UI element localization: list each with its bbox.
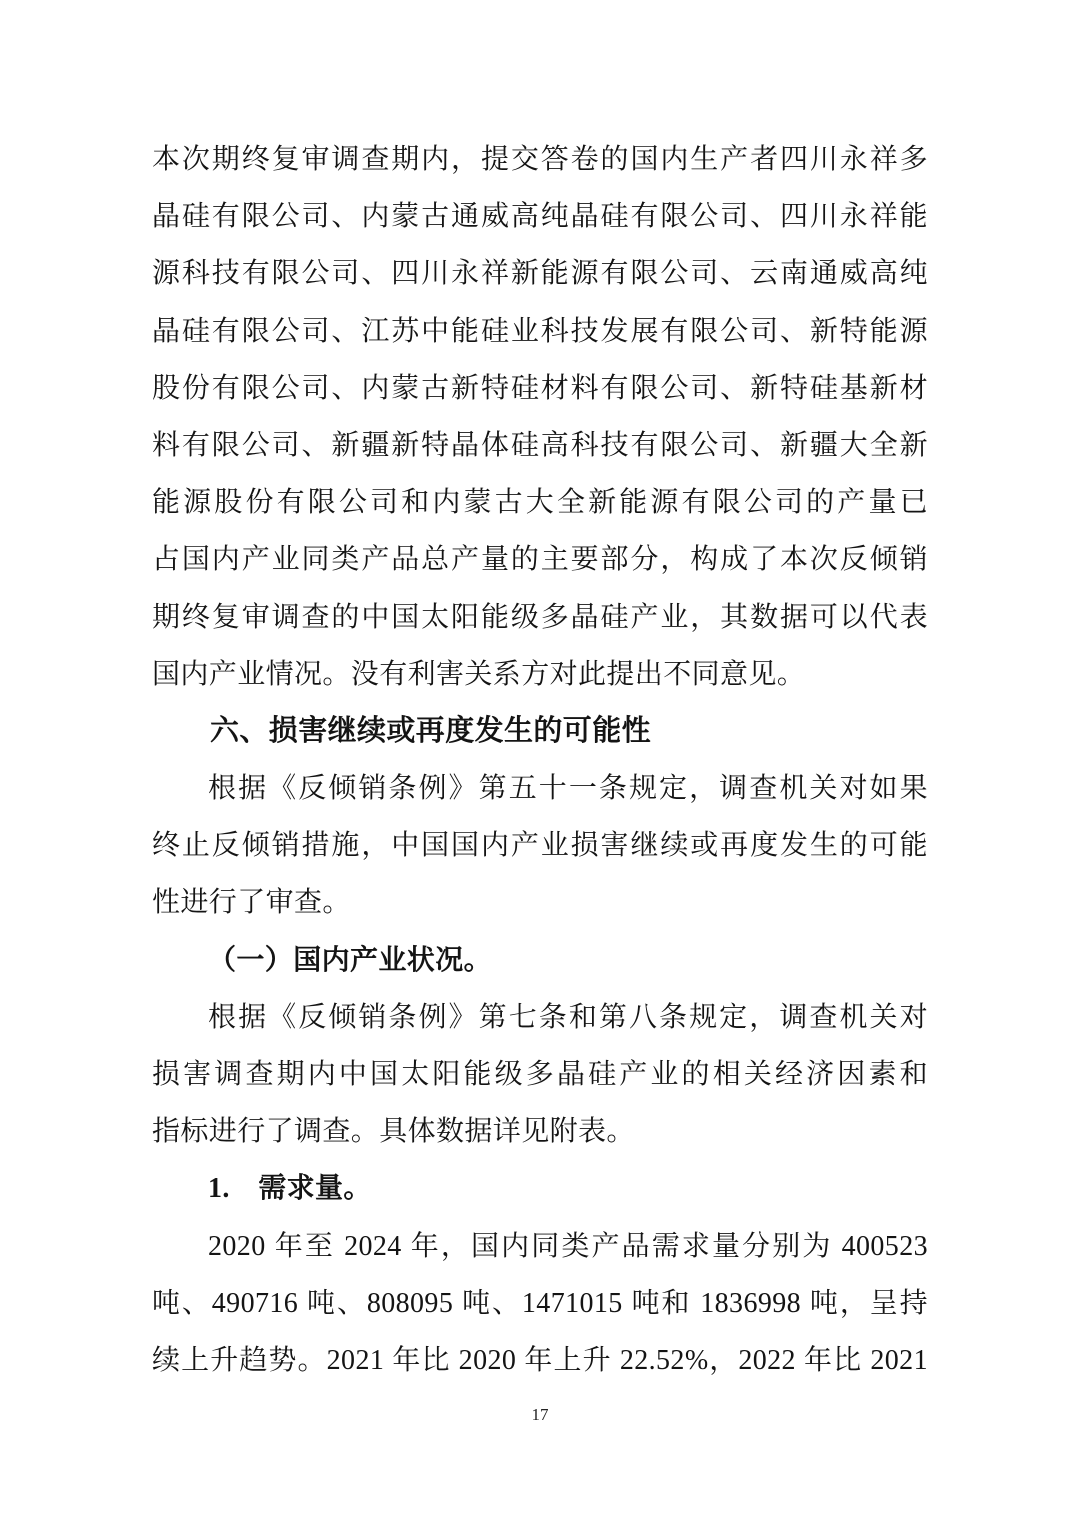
paragraph-line: 本次期终复审调查期内，提交答卷的国内生产者四川永祥多 [152, 144, 928, 175]
paragraph-line: 晶硅有限公司、内蒙古通威高纯晶硅有限公司、四川永祥能 [152, 201, 928, 233]
document-body [152, 131, 928, 1389]
paragraph-line: 源科技有限公司、四川永祥新能源有限公司、云南通威高纯 [152, 258, 928, 290]
paragraph-line: 占国内产业同类产品总产量的主要部分，构成了本次反倾销 [152, 544, 928, 576]
paragraph-line: 期终复审调查的中国太阳能级多晶硅产业，其数据可以代表 [152, 601, 928, 633]
paragraph-line: 根据《反倾销条例》第七条和第八条规定，调查机关对 [208, 1001, 928, 1033]
paragraph-line: 性进行了审查。 [152, 887, 351, 919]
section-heading: 六、损害继续或再度发生的可能性 [210, 714, 652, 747]
subsection-heading: （一）国内产业状况。 [208, 944, 493, 976]
paragraph-line: 料有限公司、新疆新特晶体硅高科技有限公司、新疆大全新 [152, 429, 928, 461]
paragraph-line: 国内产业情况。没有利害关系方对此提出不同意见。 [152, 658, 806, 690]
paragraph-line: 2020 年至 2024 年，国内同类产品需求量分别为 400523 [208, 1230, 928, 1262]
paragraph-line: 吨、490716 吨、808095 吨、1471015 吨和 1836998 吨，呈持 [152, 1287, 928, 1319]
paragraph-line: 指标进行了调查。具体数据详见附表。 [152, 1116, 635, 1148]
numbered-item-heading: 1. 需求量。 [208, 1173, 372, 1205]
paragraph-line: 能源股份有限公司和内蒙古大全新能源有限公司的产量已 [152, 487, 928, 519]
paragraph-line: 续上升趋势。2021 年比 2020 年上升 22.52%，2022 年比 2021 [152, 1344, 928, 1376]
page-number: 17 [531, 1405, 549, 1424]
paragraph-line: 终止反倾销措施，中国国内产业损害继续或再度发生的可能 [152, 830, 928, 862]
paragraph-line: 损害调查期内中国太阳能级多晶硅产业的相关经济因素和 [152, 1059, 928, 1090]
paragraph-line: 根据《反倾销条例》第五十一条规定，调查机关对如果 [208, 773, 928, 805]
paragraph-line: 股份有限公司、内蒙古新特硅材料有限公司、新特硅基新材 [152, 372, 928, 404]
paragraph-line: 晶硅有限公司、江苏中能硅业科技发展有限公司、新特能源 [152, 315, 928, 347]
